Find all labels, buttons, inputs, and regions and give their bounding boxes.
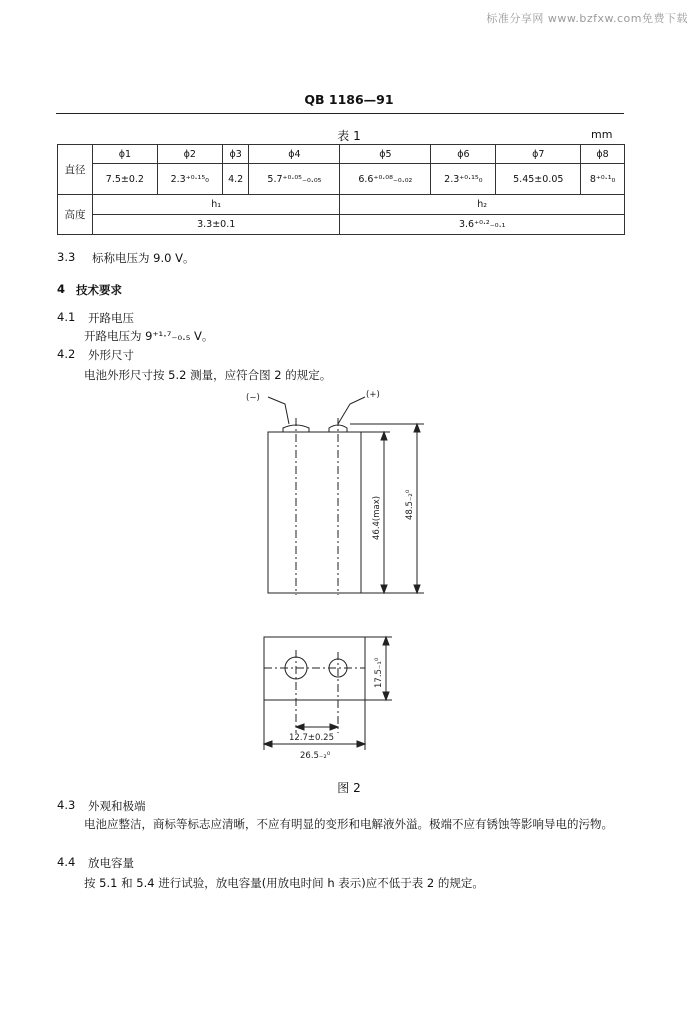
table-title: 表 1 <box>337 129 361 143</box>
arrow-head <box>381 585 387 593</box>
section-number: 3.3 <box>57 250 76 264</box>
arrow-head <box>357 741 365 747</box>
diameter-value: 8⁺⁰·¹₀ <box>581 164 625 195</box>
diameter-symbol: ϕ3 <box>222 145 249 164</box>
arrow-head <box>381 432 387 440</box>
diameter-value: 6.6⁺⁰·⁰⁸₋₀.₀₂ <box>340 164 431 195</box>
table-unit: mm <box>591 128 613 141</box>
height-symbol: h₂ <box>340 195 625 215</box>
height-value: 3.3±0.1 <box>93 215 340 235</box>
height-symbol: h₁ <box>93 195 340 215</box>
diameter-symbol: ϕ6 <box>431 145 496 164</box>
diameter-symbol: ϕ5 <box>340 145 431 164</box>
diameter-value: 2.3⁺⁰·¹⁵₀ <box>431 164 496 195</box>
terminal-spacing-dimension: 12.7±0.25 <box>289 733 334 743</box>
appearance-text: 电池应整洁，商标等标志应清晰，不应有明显的变形和电解液外溢。极端不应有锈蚀等影响导电的污物。 <box>84 817 613 831</box>
section-title: 外形尺寸 <box>88 348 134 362</box>
arrow-head <box>383 637 389 645</box>
battery-front-view <box>268 432 361 593</box>
diameter-label: 直径 <box>58 145 93 195</box>
arrow-head <box>383 692 389 700</box>
depth-dimension: 17.5₋₁⁰ <box>374 657 384 688</box>
open-circuit-voltage-text: 开路电压为 9⁺¹·⁷₋₀.₅ V。 <box>84 329 214 343</box>
section-number: 4.4 <box>57 855 76 869</box>
terminal-plus-label: (+) <box>366 390 380 400</box>
section-number: 4.1 <box>57 310 76 324</box>
section-number: 4 <box>57 282 66 296</box>
arrow-head <box>414 585 420 593</box>
page-header: QB 1186—91 <box>304 92 394 107</box>
diameter-value: 5.45±0.05 <box>496 164 581 195</box>
section-title: 开路电压 <box>88 311 134 325</box>
section-number: 4.3 <box>57 798 76 812</box>
capacity-text: 按 5.1 和 5.4 进行试验，放电容量(用放电时间 h 表示)应不低于表 2 的规定。 <box>84 876 484 890</box>
nominal-voltage-text: 标称电压为 9.0 V。 <box>92 251 195 265</box>
arrow-head <box>414 424 420 432</box>
height-value: 3.6⁺⁰·²₋₀.₁ <box>340 215 625 235</box>
diameter-symbol: ϕ1 <box>93 145 158 164</box>
arrow-head <box>330 724 338 730</box>
leader-line <box>338 397 365 424</box>
diameter-value: 4.2 <box>222 164 249 195</box>
section-title: 技术要求 <box>76 283 122 297</box>
leader-line <box>268 397 289 424</box>
diameter-value: 2.3⁺⁰·¹⁵₀ <box>157 164 222 195</box>
watermark-text: 标准分享网 www.bzfxw.com免费下载 <box>486 12 688 25</box>
terminal-minus-label: (−) <box>246 393 260 403</box>
diameter-symbol: ϕ8 <box>581 145 625 164</box>
section-title: 放电容量 <box>88 856 134 870</box>
diameter-symbol: ϕ4 <box>249 145 340 164</box>
dimension-text: 电池外形尺寸按 5.2 测量，应符合图 2 的规定。 <box>84 368 332 382</box>
height-label: 高度 <box>58 195 93 235</box>
diameter-value: 5.7⁺⁰·⁰⁵₋₀.₀₅ <box>249 164 340 195</box>
height-total-dimension: 48.5₋₂⁰ <box>405 489 415 520</box>
figure-caption: 图 2 <box>337 781 361 795</box>
section-number: 4.2 <box>57 347 76 361</box>
height-max-dimension: 46.4(max) <box>372 495 382 540</box>
section-title: 外观和极端 <box>88 799 146 813</box>
diameter-value: 7.5±0.2 <box>93 164 158 195</box>
diameter-symbol: ϕ2 <box>157 145 222 164</box>
arrow-head <box>264 741 272 747</box>
arrow-head <box>296 724 304 730</box>
width-dimension: 26.5₋₂⁰ <box>300 751 331 761</box>
diameter-symbol: ϕ7 <box>496 145 581 164</box>
